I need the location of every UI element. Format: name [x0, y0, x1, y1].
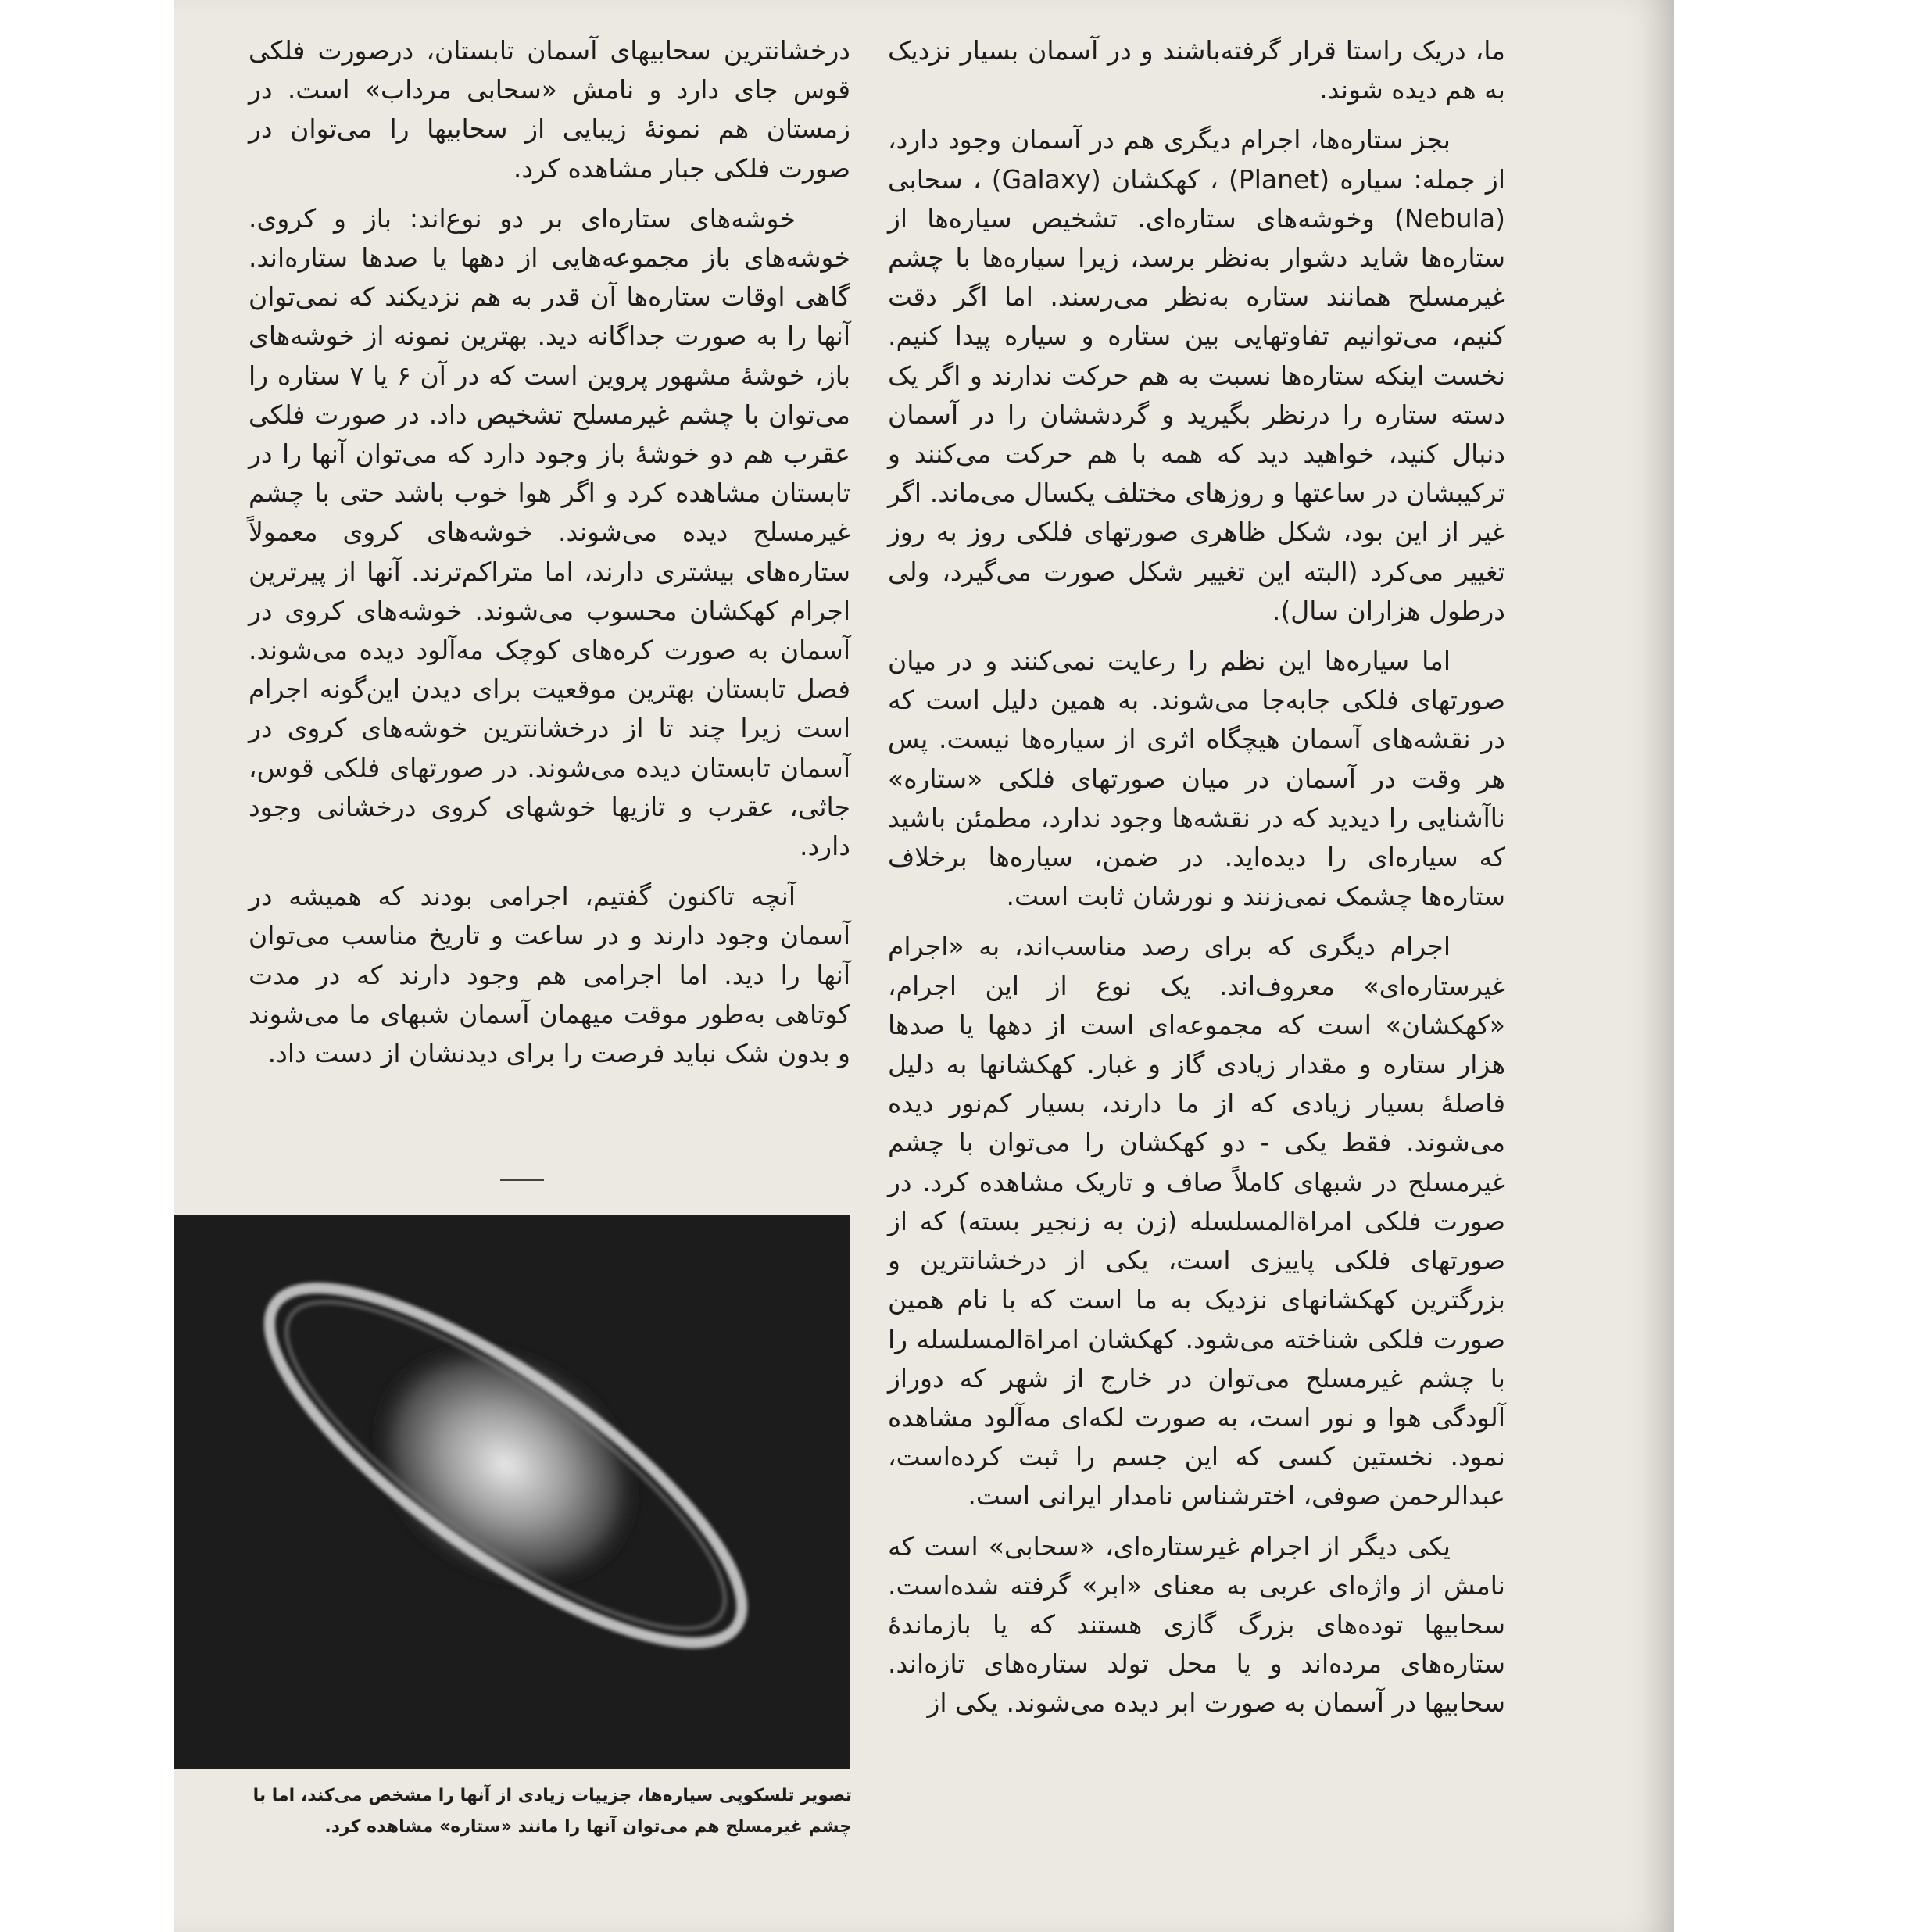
- photo-caption: [234, 1780, 852, 1843]
- paragraph: خوشه‌های ستاره‌ای بر دو نوع‌اند: باز و کروی. خوشه‌های باز مجموعه‌هایی از دهها یا صدها ستاره‌اند. گاهی اوقات ستاره‌ها آن قدر به هم نزدیکند که نمی‌توان آنها را به صورت جداگانه دید. بهترین نمونه از خوشه‌های باز، خوشهٔ مشهور پروین است که در آن ۶ یا ۷ ستاره را می‌توان با چشم غیرمسلح تشخیص داد. در صورت فلکی عقرب هم دو خوشهٔ باز وجود دارد که می‌توان آنها را در تابستان مشاهده کرد و اگر هوا خوب باشد حتی با چشم غیرمسلح دیده می‌شوند. خوشه‌های کروی معمولاً ستاره‌های بیشتری دارند، اما متراکم‌ترند. آنها از پیرترین اجرام کهکشان محسوب می‌شوند. خوشه‌های کروی در آسمان به صورت کره‌های کوچک مه‌آلود دیده می‌شوند. فصل تابستان بهترین موقعیت برای دیدن این‌گونه اجرام است زیرا چند تا از درخشانترین خوشه‌های کروی در آسمان تابستان دیده می‌شوند. در صورتهای فلکی قوس، جاثی، عقرب و تازیها خوشهای کروی درخشانی وجود دارد.: [249, 202, 850, 862]
- section-divider: [500, 1179, 544, 1181]
- saturn-image: [174, 1215, 850, 1769]
- paragraph: درخشانترین سحابیهای آسمان تابستان، درصورت فلکی قوس جای دارد و نامش «سحابی مرداب» است. در زمستان هم نمونهٔ زیبایی از سحابیها را می‌توان در صورت فلکی جبار مشاهده کرد.: [249, 35, 850, 184]
- left-text-column: [249, 31, 850, 1084]
- caption-line: چشم غیرمسلح هم می‌توان آنها را مانند «ستاره» مشاهده کرد.: [324, 1817, 852, 1837]
- saturn-photo: [174, 1215, 850, 1769]
- right-text-column: [888, 31, 1505, 1734]
- paragraph: اما سیاره‌ها این نظم را رعایت نمی‌کنند و در میان صورتهای فلکی جابه‌جا می‌شوند. به همین دلیل است که در نقشه‌های آسمان هیچگاه اثری از سیاره‌ها نیست. پس هر وقت در آسمان در میان صورتهای فلکی «ستاره» ناآشنایی را دیدید که در نقشه‌ها وجود ندارد، مطمئن باشید که سیاره‌ای را دیده‌اید. در ضمن، سیاره‌ها برخلاف ستاره‌ها چشمک نمی‌زنند و نورشان ثابت است.: [888, 646, 1505, 912]
- paragraph: ما، دریک راستا قرار گرفته‌باشند و در آسمان بسیار نزدیک به هم دیده شوند.: [888, 35, 1505, 106]
- caption-line: تصویر تلسکوپی سیاره‌ها، جزییات زیادی از آنها را مشخص می‌کند، اما با: [252, 1786, 852, 1805]
- paragraph: آنچه تاکنون گفتیم، اجرامی بودند که همیشه در آسمان وجود دارند و در ساعت و تاریخ مناسب می‌توان آنها را دید. اما اجرامی هم وجود دارند که در مدت کوتاهی به‌طور موقت میهمان آسمان شبهای ما می‌شوند و بدون شک نباید فرصت را برای دیدنشان از دست داد.: [249, 881, 850, 1069]
- paragraph: یکی دیگر از اجرام غیرستاره‌ای، «سحابی» است که نامش از واژه‌ای عربی به معنای «ابر» گرفته شده‌است. سحابیها توده‌های بزرگ گازی هستند که یا بازماندهٔ ستاره‌های مرده‌اند و یا محل تولد ستاره‌های تازه‌اند. سحابیها در آسمان به صورت ابر دیده می‌شوند. یکی از: [888, 1530, 1505, 1719]
- paragraph: اجرام دیگری که برای رصد مناسب‌اند، به «اجرام غیرستاره‌ای» معروف‌اند. یک نوع از این اجرام، «کهکشان» است که مجموعه‌ای است از دهها یا صدها هزار ستاره و مقدار زیادی گاز و غبار. کهکشانها به دلیل فاصلهٔ بسیار زیادی که از ما دارند، بسیار کم‌نور دیده می‌شوند. فقط یکی - دو کهکشان را می‌توان با چشم غیرمسلح در شبهای کاملاً صاف و تاریک مشاهده کرد. در صورت فلکی امراة‌المسلسله (زن به زنجیر بسته) که از صورتهای فلکی پاییزی است، یکی از درخشانترین و بزرگترین کهکشانهای نزدیک به ما است که با نام همین صورت فلکی شناخته می‌شود. کهکشان امراة‌المسلسله را با چشم غیرمسلح می‌توان در خارج از شهر که دوراز آلودگی هوا و نور است، به صورت لکه‌ای مه‌آلود مشاهده نمود. نخستین کسی که این جسم را ثبت کرده‌است، عبدالرحمن صوفی، اخترشناس نامدار ایرانی است.: [888, 931, 1505, 1512]
- paragraph: بجز ستاره‌ها، اجرام دیگری هم در آسمان وجود دارد، از جمله: سیاره (Planet) ، کهکشان (Galaxy) ، سحابی (Nebula) وخوشه‌های ستاره‌ای. تشخیص سیاره‌ها از ستاره‌ها شاید دشوار به‌نظر برسد، زیرا سیاره‌ها با چشم غیرمسلح همانند ستاره به‌نظر می‌رسند. اما اگر دقت کنیم، می‌توانیم تفاوتهایی بین ستاره و سیاره پیدا کنیم. نخست اینکه ستاره‌ها نسبت به هم حرکت ندارند و اگر یک دسته ستاره را درنظر بگیرید و گردششان را در آسمان دنبال کنید، خواهید دید که همه با هم حرکت می‌کنند و ترکیبشان در ساعتها و روزهای مختلف یکسال می‌ماند. اگر غیر از این بود، شکل ظاهری صورتهای فلکی روز به روز تغییر می‌کرد (البته این تغییر شکل صورت می‌گیرد، ولی درطول هزاران سال).: [888, 124, 1505, 626]
